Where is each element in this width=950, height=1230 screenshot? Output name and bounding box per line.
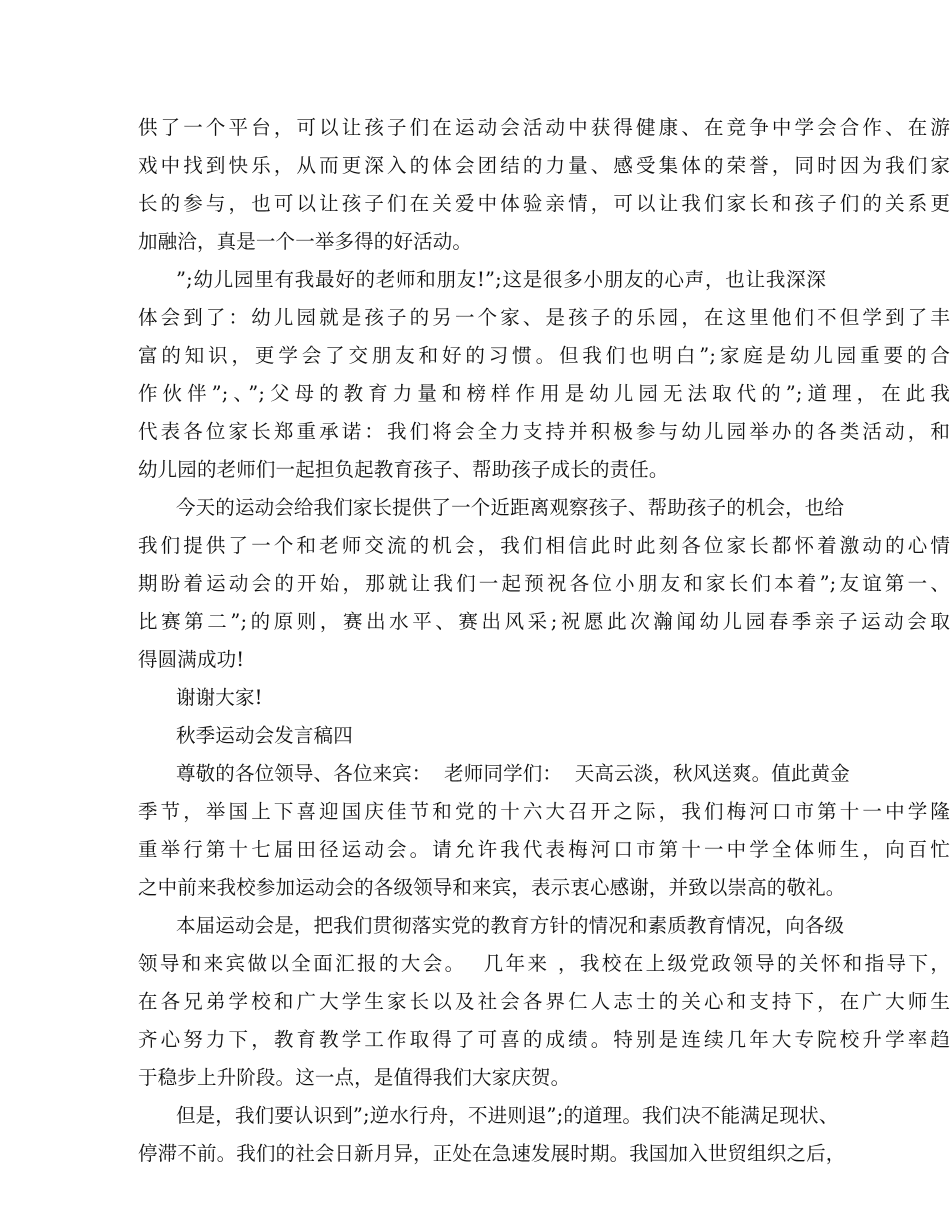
body-text-line: 季节，举国上下喜迎国庆佳节和党的十六大召开之际，我们梅河口市第十一中学隆: [138, 800, 950, 823]
body-text-line: 停滞不前。我们的社会日新月异，正处在急速发展时期。我国加入世贸组织之后，: [138, 1142, 846, 1165]
body-text-line: 领导和来宾做以全面汇报的大会。 几年来 ，我校在上级党政领导的关怀和指导下，: [138, 952, 950, 975]
body-text-line: 加融洽，真是一个一举多得的好活动。: [138, 230, 473, 253]
body-text-line: 富的知识，更学会了交朋友和好的习惯。但我们也明白”;家庭是幼儿园重要的合: [138, 344, 950, 367]
body-text-line: 重举行第十七届田径运动会。请允许我代表梅河口市第十一中学全体师生，向百忙: [138, 838, 950, 861]
body-text-line: 在各兄弟学校和广大学生家长以及社会各界仁人志士的关心和支持下，在广大师生: [138, 990, 950, 1013]
body-text-line: 长的参与，也可以让孩子们在关爱中体验亲情，可以让我们家长和孩子们的关系更: [138, 192, 950, 215]
body-text-line: 于稳步上升阶段。这一点，是值得我们大家庆贺。: [138, 1066, 571, 1089]
body-text-line: 今天的运动会给我们家长提供了一个近距离观察孩子、帮助孩子的机会，也给: [176, 496, 845, 519]
body-text-line: 齐心努力下，教育教学工作取得了可喜的成绩。特别是连续几年大专院校升学率趋: [138, 1028, 950, 1051]
body-text-line: 得圆满成功!: [138, 648, 245, 671]
body-text-line: ”;幼儿园里有我最好的老师和朋友!”;这是很多小朋友的心声，也让我深深: [176, 268, 826, 291]
section-title: 秋季运动会发言稿四: [176, 724, 353, 747]
body-text-line: 戏中找到快乐，从而更深入的体会团结的力量、感受集体的荣誉，同时因为我们家: [138, 154, 950, 177]
body-text-line: 幼儿园的老师们一起担负起教育孩子、帮助孩子成长的责任。: [138, 458, 669, 481]
body-text-line: 我们提供了一个和老师交流的机会，我们相信此时此刻各位家长都怀着激动的心情: [138, 534, 950, 557]
body-text-line: 体会到了：幼儿园就是孩子的另一个家、是孩子的乐园，在这里他们不但学到了丰: [138, 306, 950, 329]
body-text-line: 作伙伴”;、”;父母的教育力量和榜样作用是幼儿园无法取代的”;道理，在此我: [138, 382, 950, 405]
body-text-line: 本届运动会是，把我们贯彻落实党的教育方针的情况和素质教育情况，向各级: [176, 914, 845, 937]
closing-line: 谢谢大家!: [176, 686, 263, 709]
body-text-line: 之中前来我校参加运动会的各级领导和来宾，表示衷心感谢，并致以崇高的敬礼。: [138, 876, 846, 899]
body-text-line: 尊敬的各位领导、各位来宾： 老师同学们： 天高云淡，秋风送爽。值此黄金: [176, 762, 850, 785]
body-text-line: 期盼着运动会的开始，那就让我们一起预祝各位小朋友和家长们本着”;友谊第一、: [138, 572, 950, 595]
body-text-line: 供了一个平台，可以让孩子们在运动会活动中获得健康、在竞争中学会合作、在游: [138, 116, 950, 139]
body-text-line: 但是，我们要认识到”;逆水行舟，不进则退”;的道理。我们决不能满足现状、: [176, 1104, 839, 1127]
body-text-line: 比赛第二”;的原则，赛出水平、赛出风采;祝愿此次瀚闻幼儿园春季亲子运动会取: [138, 610, 950, 633]
body-text-line: 代表各位家长郑重承诺：我们将会全力支持并积极参与幼儿园举办的各类活动，和: [138, 420, 950, 443]
